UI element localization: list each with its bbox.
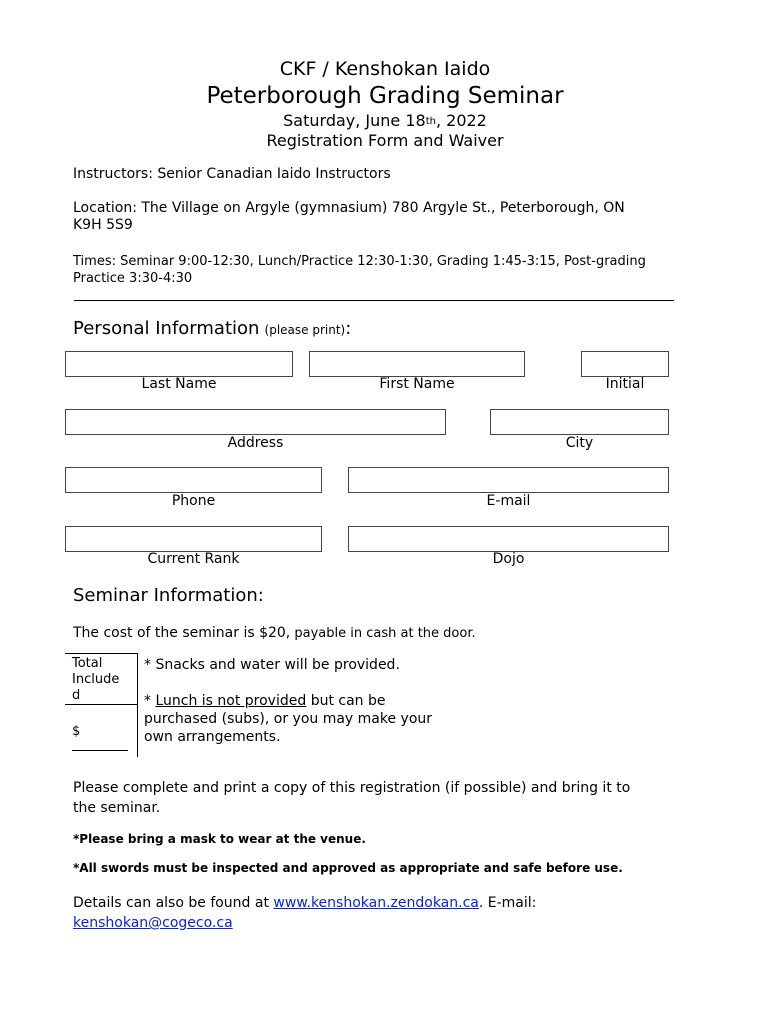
website-link[interactable]: www.kenshokan.zendokan.ca (273, 895, 479, 911)
lunch-note: * Lunch is not provided but can be purchased (subs), or you may make your own arrangements. (144, 693, 433, 745)
mask-note: *Please bring a mask to wear at the venue. (73, 832, 366, 846)
total-label: Total Include d (65, 653, 137, 705)
email-link[interactable]: kenshokan@cogeco.ca (73, 915, 233, 931)
total-amount-field[interactable]: $ (72, 724, 81, 739)
email-label: E-mail (486, 493, 531, 509)
cost-text: The cost of the seminar is $20, payable in cash at the door. (73, 625, 476, 641)
last-name-field[interactable] (65, 351, 293, 377)
address-label: Address (227, 435, 284, 451)
seminar-info-heading: Seminar Information: (73, 585, 264, 606)
complete-instructions: Please complete and print a copy of this registration (if possible) and bring it to the seminar. (73, 780, 631, 816)
current-rank-field[interactable] (65, 526, 322, 552)
city-label: City (565, 435, 594, 451)
first-name-field[interactable] (309, 351, 525, 377)
snacks-note: * Snacks and water will be provided. (144, 657, 400, 673)
phone-label: Phone (171, 493, 216, 509)
current-rank-label: Current Rank (147, 551, 240, 567)
event-date: Saturday, June 18th, 2022 (283, 111, 487, 130)
swords-note: *All swords must be inspected and approved as appropriate and safe before use. (73, 861, 623, 875)
details-text: Details can also be found at www.kenshokan.zendokan.ca. E-mail: kenshokan@cogeco.ca (73, 895, 537, 931)
dojo-label: Dojo (492, 551, 525, 567)
initial-field[interactable] (581, 351, 669, 377)
last-name-label: Last Name (141, 376, 217, 392)
city-field[interactable] (490, 409, 669, 435)
instructors-text: Instructors: Senior Canadian Iaido Instructors (73, 166, 391, 182)
personal-info-heading: Personal Information (please print): (73, 318, 352, 339)
email-field[interactable] (348, 467, 669, 493)
initial-label: Initial (605, 376, 645, 392)
organization-name: CKF / Kenshokan Iaido (279, 58, 491, 80)
dojo-field[interactable] (348, 526, 669, 552)
phone-field[interactable] (65, 467, 322, 493)
total-amount-line (72, 750, 128, 751)
page-title: Peterborough Grading Seminar (206, 83, 564, 109)
form-subtitle: Registration Form and Waiver (266, 131, 504, 150)
location-text: Location: The Village on Argyle (gymnasium) 780 Argyle St., Peterborough, ON K9H 5S9 (73, 200, 625, 233)
times-text: Times: Seminar 9:00-12:30, Lunch/Practice 12:30-1:30, Grading 1:45-3:15, Post-grading Practice 3:30-4:30 (73, 254, 646, 286)
address-field[interactable] (65, 409, 446, 435)
divider (74, 300, 674, 301)
total-included-box (65, 653, 138, 757)
first-name-label: First Name (379, 376, 455, 392)
